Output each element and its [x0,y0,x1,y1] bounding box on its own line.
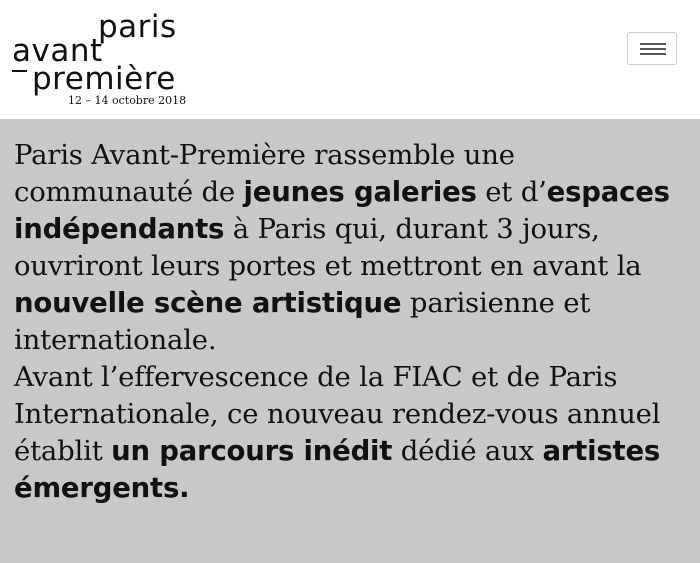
body-text: à Paris qui, durant 3 jours, ouvriront leurs portes et mettront en avant la [14,213,642,282]
menu-toggle-button[interactable] [627,32,677,65]
site-logo[interactable] [12,9,192,112]
highlight-text: nouvelle scène artistique [14,287,402,319]
highlight-text: un parcours inédit [111,435,393,467]
logo-paris: paris [98,9,177,45]
intro-paragraph-1 [14,137,694,359]
highlight-text: espaces indépendants [14,176,670,245]
logo-dash [12,70,27,72]
body-text: Paris Avant-Première rassemble une communauté de [14,139,515,208]
body-text: parisienne et internationale. [14,287,591,356]
body-text: et d’ [476,176,547,208]
body-text: Avant l’effervescence de la FIAC et de Paris Internationale, ce nouveau rendez-vous annuel établit [14,361,661,467]
intro-text [14,137,694,507]
logo-premiere: première [32,61,176,97]
highlight-text: jeunes galeries [243,176,477,208]
body-text: dédié aux [392,435,543,467]
intro-paragraph-2 [14,359,694,507]
event-dates: 12 – 14 octobre 2018 [68,94,187,107]
logo-avant: avant [12,33,103,69]
site-header [0,0,700,119]
highlight-text: artistes émergents. [14,435,661,504]
main-content [0,119,700,563]
hamburger-menu-icon [640,43,666,55]
